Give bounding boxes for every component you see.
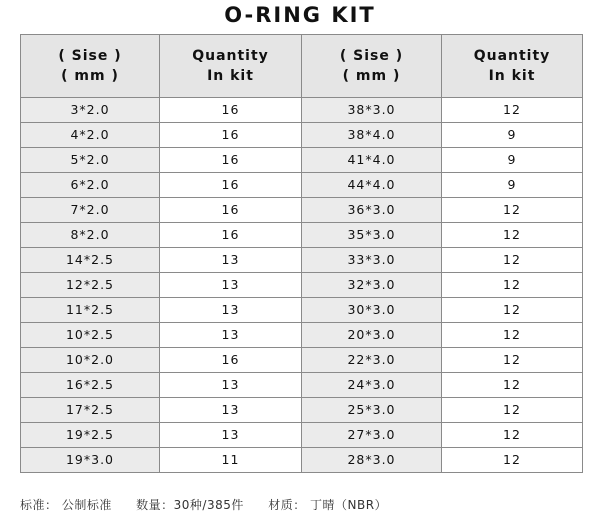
page-title: O-RING KIT	[224, 3, 376, 27]
size-cell: 11*2.5	[21, 298, 160, 323]
table-row	[21, 398, 583, 423]
quantity-cell: 13	[160, 398, 302, 423]
quantity-cell: 12	[442, 423, 583, 448]
quantity-cell: 12	[442, 98, 583, 123]
table-row	[21, 348, 583, 373]
quantity-cell: 13	[160, 248, 302, 273]
size-cell: 6*2.0	[21, 173, 160, 198]
quantity-cell: 13	[160, 323, 302, 348]
table-row	[21, 223, 583, 248]
quantity-cell: 12	[442, 223, 583, 248]
quantity-cell: 16	[160, 223, 302, 248]
size-cell: 30*3.0	[302, 298, 442, 323]
quantity-cell: 11	[160, 448, 302, 473]
size-cell: 7*2.0	[21, 198, 160, 223]
quantity-cell: 12	[442, 398, 583, 423]
table-row	[21, 198, 583, 223]
quantity-cell: 16	[160, 198, 302, 223]
size-header-left	[21, 35, 160, 98]
size-cell: 28*3.0	[302, 448, 442, 473]
quantity-cell: 12	[442, 198, 583, 223]
quantity-cell: 16	[160, 123, 302, 148]
footer-info	[20, 494, 580, 516]
size-cell: 33*3.0	[302, 248, 442, 273]
table-row	[21, 298, 583, 323]
size-cell: 3*2.0	[21, 98, 160, 123]
size-cell: 32*3.0	[302, 273, 442, 298]
size-cell: 14*2.5	[21, 248, 160, 273]
size-cell: 22*3.0	[302, 348, 442, 373]
quantity-cell: 16	[160, 148, 302, 173]
table-row	[21, 373, 583, 398]
size-header-line1: ( Sise )	[58, 48, 122, 64]
quantity-cell: 9	[442, 123, 583, 148]
table-row	[21, 423, 583, 448]
size-cell: 17*2.5	[21, 398, 160, 423]
quantity-cell: 12	[442, 298, 583, 323]
size-cell: 19*2.5	[21, 423, 160, 448]
quantity-cell: 16	[160, 173, 302, 198]
size-header-line2: ( mm )	[61, 68, 119, 84]
quantity-cell: 13	[160, 273, 302, 298]
qty-header-right	[442, 35, 583, 98]
size-cell: 24*3.0	[302, 373, 442, 398]
qty-header-line1: Quantity	[473, 48, 551, 64]
size-header-right	[302, 35, 442, 98]
qty-header-line2: In kit	[207, 68, 254, 84]
quantity-cell: 16	[160, 348, 302, 373]
size-header-line1: ( Sise )	[339, 48, 404, 64]
size-cell: 36*3.0	[302, 198, 442, 223]
quantity-cell: 12	[442, 348, 583, 373]
size-header-line2: ( mm )	[342, 68, 401, 84]
footer-material: 材质： 丁晴（NBR）	[268, 498, 388, 512]
quantity-cell: 9	[442, 173, 583, 198]
footer-standard: 标准： 公制标准	[20, 498, 112, 512]
qty-header-line2: In kit	[488, 68, 536, 84]
size-cell: 19*3.0	[21, 448, 160, 473]
oring-kit-table	[20, 34, 583, 473]
table-row	[21, 273, 583, 298]
table-row	[21, 98, 583, 123]
quantity-cell: 13	[160, 298, 302, 323]
table-row	[21, 448, 583, 473]
quantity-cell: 12	[442, 448, 583, 473]
size-cell: 16*2.5	[21, 373, 160, 398]
size-cell: 4*2.0	[21, 123, 160, 148]
size-cell: 8*2.0	[21, 223, 160, 248]
quantity-cell: 16	[160, 98, 302, 123]
quantity-cell: 9	[442, 148, 583, 173]
size-cell: 25*3.0	[302, 398, 442, 423]
qty-header-left	[160, 35, 302, 98]
table-row	[21, 123, 583, 148]
size-cell: 20*3.0	[302, 323, 442, 348]
table-row	[21, 173, 583, 198]
size-cell: 38*3.0	[302, 98, 442, 123]
size-cell: 10*2.0	[21, 348, 160, 373]
size-cell: 44*4.0	[302, 173, 442, 198]
quantity-cell: 12	[442, 323, 583, 348]
size-cell: 10*2.5	[21, 323, 160, 348]
qty-header-line1: Quantity	[192, 48, 269, 64]
quantity-cell: 12	[442, 373, 583, 398]
quantity-cell: 12	[442, 248, 583, 273]
quantity-cell: 13	[160, 373, 302, 398]
footer-quantity: 数量：30种/385件	[136, 498, 244, 512]
table-header-row	[21, 35, 583, 98]
size-cell: 12*2.5	[21, 273, 160, 298]
quantity-cell: 13	[160, 423, 302, 448]
size-cell: 35*3.0	[302, 223, 442, 248]
table-row	[21, 248, 583, 273]
size-cell: 41*4.0	[302, 148, 442, 173]
table-row	[21, 148, 583, 173]
size-cell: 5*2.0	[21, 148, 160, 173]
table-row	[21, 323, 583, 348]
size-cell: 38*4.0	[302, 123, 442, 148]
quantity-cell: 12	[442, 273, 583, 298]
size-cell: 27*3.0	[302, 423, 442, 448]
table-body	[21, 98, 583, 473]
